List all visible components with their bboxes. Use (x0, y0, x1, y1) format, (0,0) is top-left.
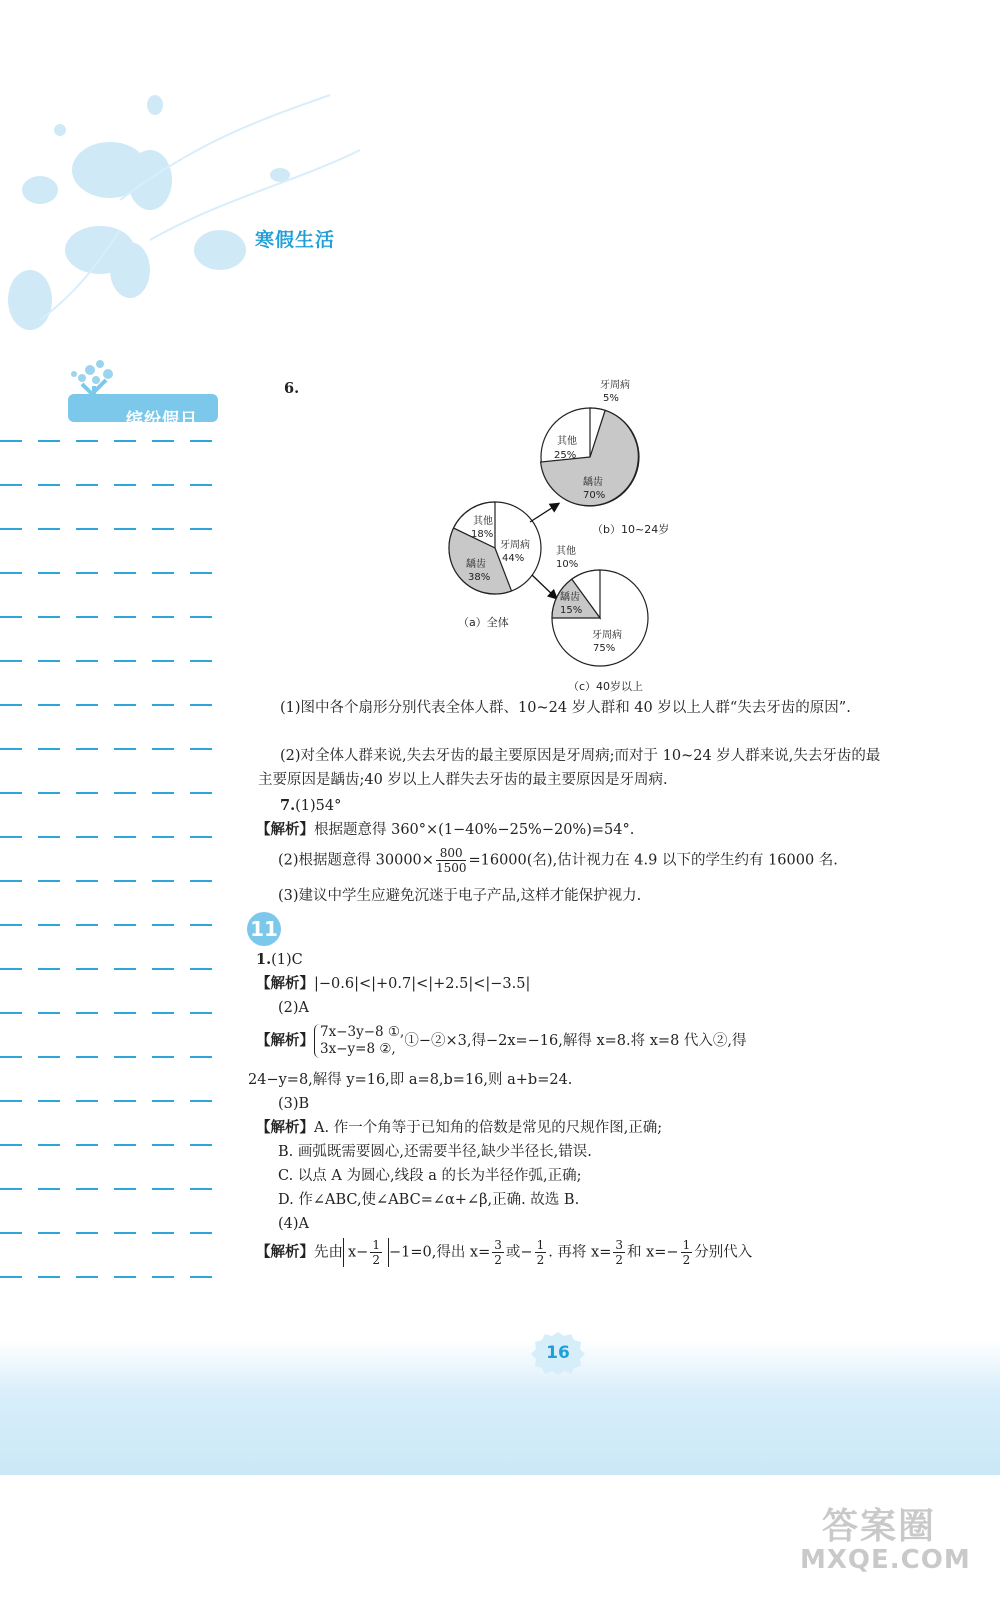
slice-value: 38% (468, 572, 491, 583)
note-line (0, 572, 228, 574)
chart-caption: （b）10~24岁 (592, 523, 670, 536)
analysis-tag: 【解析】 (256, 1243, 314, 1261)
s11-q2-analysis-cont: 24−y=8,解得 y=16,即 a=8,b=16,则 a+b=24. (248, 1072, 573, 1088)
note-line (0, 704, 228, 706)
arrow (532, 575, 556, 598)
footer-band (0, 1340, 1000, 1475)
note-line (0, 924, 228, 926)
s11-q1-analysis (256, 972, 884, 996)
slice-label: 其他 (556, 546, 576, 557)
analysis-text: 根据题意得 360°×(1−40%−25%−20%)=54°. (314, 822, 635, 838)
slice-label: 龋齿 (466, 559, 486, 570)
watermark-logo: 答案圈 (822, 1506, 937, 1547)
analysis-tag: 【解析】 (256, 821, 314, 838)
analysis-tag: 【解析】 (256, 1119, 314, 1136)
slice-value: 44% (502, 553, 525, 564)
s11-q3-analysis-b: B. 画弧既需要圆心,还需要半径,缺少半径长,错误. (278, 1144, 592, 1160)
slice-value: 5% (603, 393, 619, 404)
s11-q4-answer: (4)A (278, 1216, 310, 1232)
fraction: $\frac{800}{1500}$ (435, 846, 467, 875)
answer-text: =16000(名),估计视力在 4.9 以下的学生约有 16000 名. (468, 852, 838, 869)
s11-q2-answer: (2)A (278, 1000, 310, 1016)
answer-text: (1)C (271, 952, 303, 968)
note-line (0, 748, 228, 750)
slice-label: 龋齿 (560, 592, 580, 603)
q7-answer-1 (280, 794, 908, 818)
sidebar-badge-label: 缤纷假日 (126, 410, 198, 430)
analysis-tag: 【解析】 (256, 975, 314, 992)
header-title: 寒假生活 (255, 229, 336, 251)
question-number: 1. (256, 951, 272, 968)
note-line (0, 1144, 228, 1146)
s11-q3-analysis-c: C. 以点 A 为圆心,线段 a 的长为半径作弧,正确; (278, 1168, 582, 1184)
note-line (0, 1012, 228, 1014)
pie-chart-c (552, 544, 648, 693)
equation-system: 7x−3y−8 ①, 3x−y=8 ②, (314, 1024, 404, 1058)
q7-answer-2 (278, 846, 906, 875)
s11-q2-analysis (256, 1024, 884, 1058)
s11-q3-analysis (256, 1116, 884, 1140)
page-number: 16 (546, 1343, 570, 1363)
slice-value: 18% (471, 529, 494, 540)
question-number: 7. (280, 797, 296, 814)
slice-value: 15% (560, 605, 583, 616)
analysis-text: |−0.6|<|+0.7|<|+2.5|<|−3.5| (314, 976, 531, 992)
analysis-text: ①−②×3,得−2x=−16,解得 x=8.将 x=8 代入②,得 (404, 1033, 747, 1049)
note-line (0, 484, 228, 486)
slice-label: 其他 (557, 436, 577, 447)
floral-decoration (0, 0, 380, 360)
chart-caption: （a）全体 (458, 616, 509, 629)
pie-chart-b (541, 379, 670, 536)
note-line (0, 528, 228, 530)
slice-label: 龋齿 (583, 477, 603, 488)
watermark-url: MXQE.COM (800, 1545, 971, 1575)
q7-analysis-1 (256, 818, 884, 842)
answer-text: (2)根据题意得 30000× (278, 852, 434, 869)
note-line (0, 616, 228, 618)
slice-value: 70% (583, 490, 606, 501)
analysis-text: A. 作一个角等于已知角的倍数是常见的尺规作图,正确; (314, 1120, 663, 1136)
q7-answer-3: (3)建议中学生应避免沉迷于电子产品,这样才能保护视力. (278, 888, 642, 904)
note-line (0, 836, 228, 838)
note-line (0, 792, 228, 794)
slice-value: 25% (554, 450, 577, 461)
slice-label: 牙周病 (592, 630, 622, 641)
answer-text: (1)54° (295, 798, 342, 814)
note-line (0, 1100, 228, 1102)
section-number-badge: 11 (247, 912, 281, 946)
slice-label: 牙周病 (500, 540, 530, 551)
absolute-value: x− $\frac{1}{2}$ (343, 1238, 389, 1267)
chart-caption: （c）40岁以上 (568, 680, 644, 693)
pie-chart-a (449, 502, 541, 629)
q6-answer-2: (2)对全体人群来说,失去牙齿的最主要原因是牙周病;而对于 10~24 岁人群来说,失去牙齿的最主要原因是龋齿;40 岁以上人群失去牙齿的最主要原因是牙周病. (258, 748, 881, 788)
note-line (0, 660, 228, 662)
s11-q3-analysis-d: D. 作∠ABC,使∠ABC=∠α+∠β,正确. 故选 B. (278, 1192, 580, 1208)
note-line (0, 440, 228, 442)
note-line (0, 968, 228, 970)
note-line (0, 1056, 228, 1058)
analysis-tag: 【解析】 (256, 1032, 314, 1049)
slice-value: 75% (593, 643, 616, 654)
note-line (0, 1276, 228, 1278)
q6-answer-1: (1)图中各个扇形分别代表全体人群、10~24 岁人群和 40 岁以上人群“失去牙齿的原因”. (280, 700, 851, 716)
s11-q4-analysis: 【解析】先由 x− $\frac{1}{2}$ −1=0,得出 x= $\frac{3}{2}$ 或− $\frac{1}{2}$ . 再将 x= $\frac{3}{2}$ 和 x=− $\frac{1}{2}$ 分别代入 (256, 1238, 753, 1267)
slice-label: 其他 (473, 516, 493, 527)
slice-label: 牙周病 (600, 380, 630, 391)
slice-value: 10% (556, 559, 579, 570)
pie-charts-figure (440, 372, 700, 694)
note-line (0, 880, 228, 882)
s11-q1-answer (256, 948, 884, 972)
arrow (530, 504, 558, 522)
note-line (0, 1188, 228, 1190)
question-number: 6. (284, 380, 300, 397)
note-line (0, 1232, 228, 1234)
s11-q3-answer: (3)B (278, 1096, 310, 1112)
